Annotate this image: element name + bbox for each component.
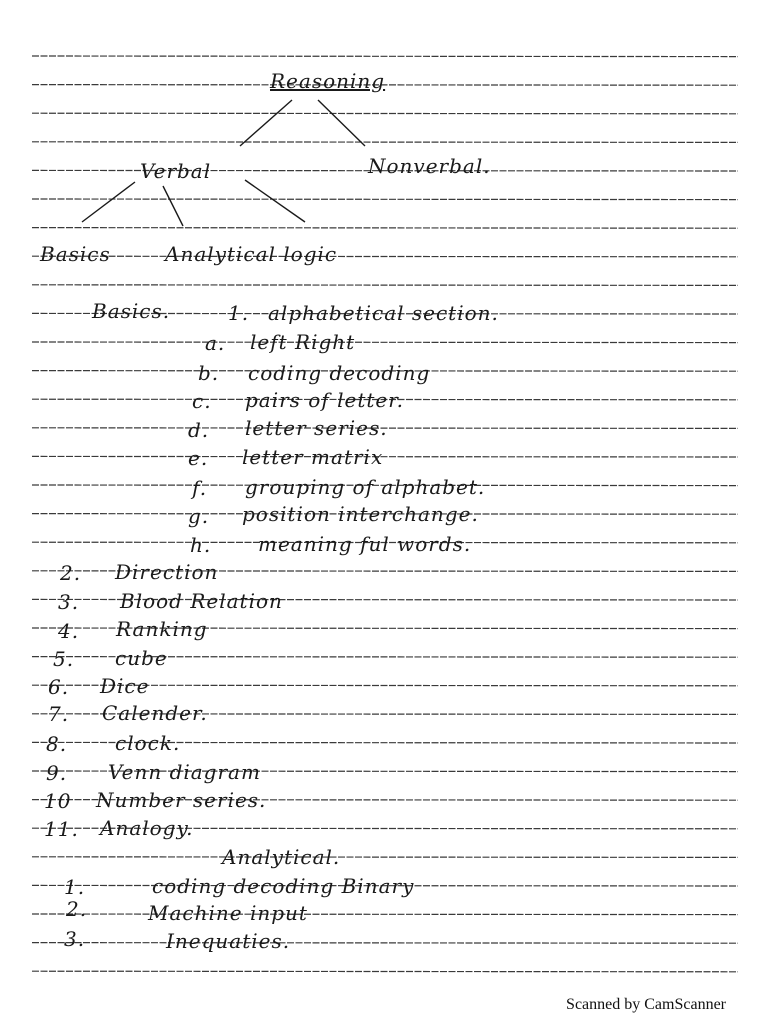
item-text: Dice xyxy=(100,674,150,698)
item-number: 3. xyxy=(58,590,80,614)
subitem-letter: g. xyxy=(188,504,210,528)
item-number: 5. xyxy=(53,647,75,671)
tree-root: Reasoning xyxy=(270,69,386,93)
subitem-letter: e. xyxy=(188,446,209,470)
item-number: 8. xyxy=(46,732,68,756)
tree-sub-right: Analytical logic xyxy=(165,242,338,266)
ruled-line xyxy=(32,971,738,972)
analytical-heading: Analytical. xyxy=(222,845,341,869)
subitem-text: letter matrix xyxy=(242,445,384,469)
item-number: 10 xyxy=(44,789,72,813)
subitem-letter: h. xyxy=(190,533,212,557)
subitem-text: grouping of alphabet. xyxy=(245,475,486,499)
item-number: 7. xyxy=(48,702,70,726)
subitem-letter: a. xyxy=(205,331,226,355)
ruled-line xyxy=(32,199,738,200)
ruled-line xyxy=(32,256,738,257)
ruled-line xyxy=(32,56,738,57)
ruled-line xyxy=(32,113,738,114)
subitem-text: letter series. xyxy=(245,416,388,440)
analytical-number: 1. xyxy=(64,875,86,899)
ruled-line xyxy=(32,914,738,915)
subitem-text: left Right xyxy=(250,330,356,354)
scanner-watermark: Scanned by CamScanner xyxy=(566,996,726,1013)
analytical-number: 2. xyxy=(66,897,88,921)
ruled-line xyxy=(32,142,738,143)
subitem-text: meaning ful words. xyxy=(258,532,472,556)
analytical-number: 3. xyxy=(64,927,86,951)
tree-branch xyxy=(163,186,183,226)
item-text: Venn diagram xyxy=(108,760,261,784)
ruled-line xyxy=(32,342,738,343)
item-text: Number series. xyxy=(96,788,267,812)
subitem-letter: d. xyxy=(188,418,210,442)
tree-branch xyxy=(318,100,365,146)
ruled-line xyxy=(32,228,738,229)
item-text: Analogy. xyxy=(100,816,194,840)
ruled-line xyxy=(32,943,738,944)
tree-left: Verbal xyxy=(140,159,212,183)
item-number: 6. xyxy=(48,675,70,699)
item-number: 4. xyxy=(58,619,80,643)
item-text: Ranking xyxy=(116,617,208,641)
item-text: Calender. xyxy=(102,701,208,725)
tree-right: Nonverbal. xyxy=(368,154,491,178)
item-number: 2. xyxy=(60,561,82,585)
analytical-text: coding decoding Binary xyxy=(152,874,415,898)
analytical-text: Inequaties. xyxy=(166,929,291,953)
item1-number: 1. xyxy=(228,301,250,325)
subitem-letter: c. xyxy=(192,389,212,413)
item-text: Direction xyxy=(115,560,219,584)
item-text: Blood Relation xyxy=(120,589,283,613)
ruled-line xyxy=(32,285,738,286)
item1-label: alphabetical section. xyxy=(268,301,499,325)
analytical-text: Machine input xyxy=(148,901,308,925)
tree-branch xyxy=(240,100,292,146)
subitem-letter: b. xyxy=(198,361,220,385)
subitem-text: pairs of letter. xyxy=(245,388,404,412)
tree-sub-left: Basics xyxy=(40,242,111,266)
basics-heading: Basics. xyxy=(92,299,171,323)
item-number: 9. xyxy=(46,761,68,785)
ruled-line xyxy=(32,456,738,457)
item-text: cube xyxy=(115,646,168,670)
item-text: clock. xyxy=(115,731,181,755)
ruled-line xyxy=(32,857,738,858)
item-number: 11. xyxy=(44,817,79,841)
subitem-letter: f. xyxy=(192,476,208,500)
subitem-text: coding decoding xyxy=(248,361,431,385)
tree-branch xyxy=(245,180,305,222)
subitem-text: position interchange. xyxy=(242,502,479,526)
tree-branch xyxy=(82,182,135,222)
